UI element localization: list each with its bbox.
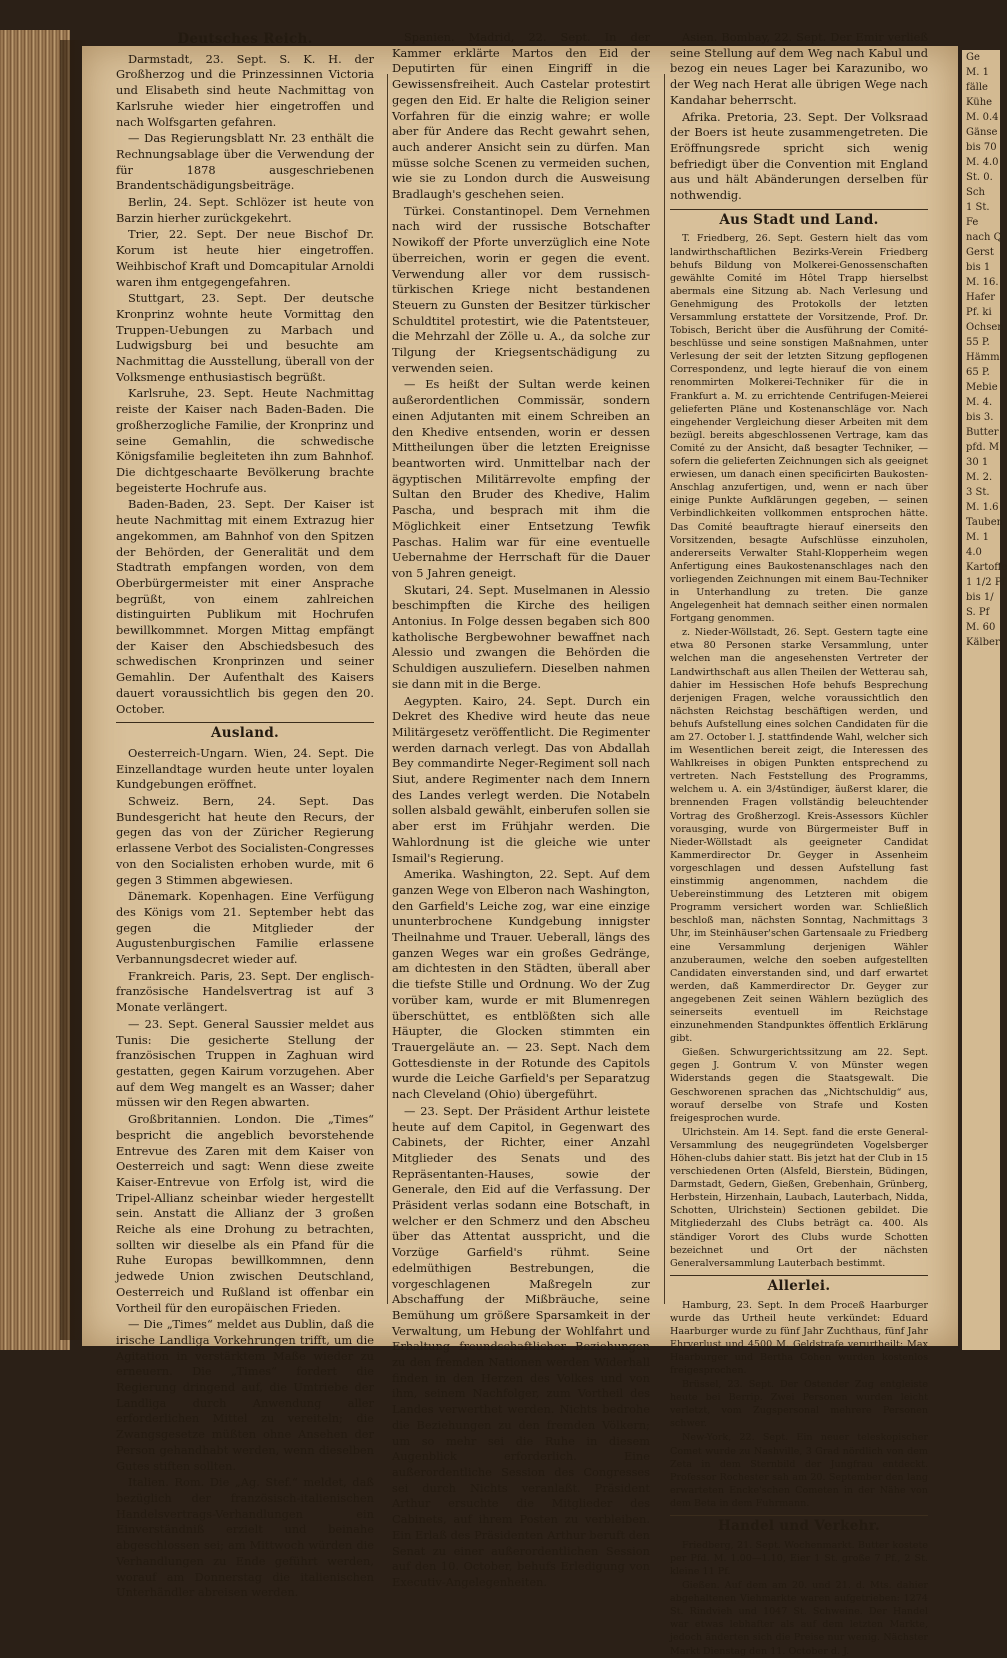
facing-page-text: M. 60	[966, 622, 996, 633]
news-item	[670, 1378, 928, 1430]
news-item	[392, 30, 650, 203]
news-item	[116, 969, 374, 1016]
section-divider	[670, 1275, 928, 1276]
news-paragraph: — Es heißt der Sultan werde keinen außerordentlichen Commissär, sondern einen Adjutanten mit einem Schreiben an den Khedive entsenden, worin er dessen Mittheilungen über die letzten Ereignisse beantworten wird. Unmittelbar nach der ägyptischen Militärrevolte empfing der Sultan den Bruder des Khedive, Halim Pascha, und besprach mit ihm die Möglichkeit einer Entsetzung Tewfik Paschas. Halim war für eine eventuelle Uebernahme der Herrschaft für die Dauer von 5 Jahren geneigt.	[392, 377, 650, 580]
facing-page-text: Mebie	[966, 382, 998, 393]
facing-page-text: bis 3.	[966, 412, 994, 423]
facing-page-text: nach Q	[966, 232, 1002, 243]
news-paragraph: Frankreich. Paris, 23. Sept. Der englisch-französische Handelsvertrag ist auf 3 Monate verlängert.	[116, 968, 374, 1015]
news-paragraph: z. Nieder-Wöllstadt, 26. Sept. Gestern tagte eine etwa 80 Personen starke Versammlung, unter welchen man die angesehensten Vertreter der Landwirthschaft aus allen Theilen der Wetterau sah, dahier im Hessischen Hofe behufs Besprechung derjenigen Fragen, welche voraussichtlich den nächsten Reichstag beschäftigen werden, und behufs Aufstellung eines solchen Candidaten für die am 27. October l. J. stattfindende Wahl, welcher sich im Wesentlichen bereit zeigt, die Interessen des Wahlkreises in obigen Punkten entsprechend zu vertreten. Nach Feststellung des Programms, welchem u. A. ein 3/4stündiger, äußerst klarer, die brennenden Fragen vollständig beleuchtender Vortrag des Großherzogl. Kreis-Assessors Küchler vorausging, wurde von Bürgermeister Buff in Nieder-Wöllstadt als geeigneter Candidat Kammerdirector Dr. Geyger in Assenheim vorgeschlagen und dessen Aufstellung fast einstimmig angenommen, nachdem die Uebereinstimmung des Letzteren mit obigem Programm versichert worden war. Schließlich beschloß man, nächsten Sonntag, Nachmittags 3 Uhr, im Steinhäuser'schen Gartensaale zu Friedberg eine Versammlung derjenigen Wähler anzuberaumen, welche den soeben aufgestellten Candidaten einverstanden sind, und darf erwartet werden, daß Kammerdirector Dr. Geyger zur angegebenen Zeit seinen Wählern bezüglich des seinerseits eventuell im Reichstage einzunehmenden Standpunktes öffentlich Erklärung gibt.	[670, 627, 928, 1045]
news-item	[116, 1475, 374, 1601]
section-heading: Aus Stadt und Land.	[719, 211, 879, 228]
news-item	[670, 1299, 928, 1378]
news-paragraph: Skutari, 24. Sept. Muselmanen in Alessio beschimpften die Kirche des heiligen Antonius. In Folge dessen begaben sich 800 katholische Bergbewohner bewaffnet nach Alessio und zwangen die Behörden die Schuldigen auszuliefern. Dieselben nahmen sie dann mit in die Berge.	[392, 582, 650, 691]
facing-page-fragment	[962, 50, 1007, 1350]
column-rule-2	[664, 74, 665, 1304]
section-heading: Handel und Verkehr.	[718, 1518, 880, 1535]
news-paragraph: Stuttgart, 23. Sept. Der deutsche Kronprinz wohnte heute Vormittag den Truppen-Uebungen zu Marbach und Ludwigsburg bei und besuchte am Nachmittag die Ausstellung, überall von der Volksmenge enthusiastisch begrüßt.	[116, 291, 374, 384]
news-paragraph: Spanien. Madrid, 22. Sept. In der Kammer erklärte Martos den Eid der Deputirten für einen Eingriff in die Gewissensfreiheit. Auch Castelar protestirt gegen den Eid. Er halte die Religion seiner Vorfahren für die einzig wahre; er wolle aber für Andere das Recht gewahrt sehen, auch anderer Ansicht sein zu dürfen. Man müsse solche Scenen zu vermeiden suchen, wie sie zu London durch die Ausweisung Bradlaugh's geschehen seien.	[392, 30, 650, 202]
section-divider	[116, 722, 374, 723]
column-rule-1	[387, 74, 388, 1304]
section-heading: Ausland.	[210, 725, 280, 742]
facing-page-text: M. 16.	[966, 277, 999, 288]
news-paragraph: Türkei. Constantinopel. Dem Vernehmen nach wird der russische Botschafter Nowikoff der Pforte unverzüglich eine Note überreichen, worin er gegen die event. Verwendung aller vor dem russisch-türkischen Kriege nicht bestandenen Steuern zu Gunsten der Besitzer türkischer Schuldtitel protestirt, wie die Patentsteuer, die Mehrzahl der Zölle u. A., da solche zur Tilgung der Kriegsentschädigung zu verwenden seien.	[392, 203, 650, 375]
column-2	[392, 30, 650, 1589]
column-1	[116, 30, 374, 1600]
news-paragraph: Darmstadt, 23. Sept. S. K. H. der Großherzog und die Prinzessinnen Victoria und Elisabeth sind heute Nachmittag von Karlsruhe wieder hier eingetroffen und nach Wolfsgarten gefahren.	[116, 51, 374, 129]
news-paragraph: Aegypten. Kairo, 24. Sept. Durch ein Dekret des Khedive wird heute das neue Militärgesetz veröffentlicht. Die Regimenter werden darnach verlegt. Das von Abdallah Bey commandirte Neger-Regiment soll nach Siut, andere Regimenter nach dem Innern des Landes verlegt werden. Die Notabeln sollen alsbald gewählt, einberufen sollen sie aber erst im Frühjahr werden. Die Wahlordnung ist die gleiche wie unter Ismail's Regierung.	[392, 693, 650, 865]
facing-page-text: M. 0.4	[966, 112, 999, 123]
news-item	[116, 1317, 374, 1474]
facing-page-text: Fe	[966, 217, 979, 228]
section-heading: Allerlei.	[767, 1277, 831, 1294]
facing-page-text: M. 1	[966, 67, 989, 78]
section-heading: Deutsches Reich.	[177, 31, 313, 47]
facing-page-text: 55 P.	[966, 337, 990, 348]
news-paragraph: Berlin, 24. Sept. Schlözer ist heute von Barzin hierher zurückgekehrt.	[116, 195, 374, 225]
news-item	[116, 1112, 374, 1316]
news-item	[392, 377, 650, 581]
news-item	[116, 497, 374, 717]
news-paragraph: Italien. Rom. Die „Ag. Stef.“ meldet, daß bezüglich der französisch-italienischen Handelsvertrags-Verhandlungen ein Einverständniß erzielt und beinahe abgeschlossen sei; am Mittwoch würden die Verhandlungen zu Ende geführt werden, worauf am Donnerstag die italienischen Unterhändler abreisen werden.	[116, 1475, 374, 1600]
news-paragraph: Karlsruhe, 23. Sept. Heute Nachmittag reiste der Kaiser nach Baden-Baden. Die großherzogliche Familie, der Kronprinz und seine Gemahlin, die schwedische Königsfamilie begleiteten ihn zum Bahnhof. Die dichtgeschaarte Bevölkerung brachte begeisterte Hochrufe aus.	[116, 386, 374, 495]
facing-page-text: 65 P.	[966, 367, 990, 378]
facing-page-text: M. 2.	[966, 472, 993, 483]
news-paragraph: — 23. Sept. General Saussier meldet aus Tunis: Die gesicherte Stellung der französischen Truppen in Zaghuan wird gestatten, gegen Kairum vorzugehen. Aber auf dem Weg mangelt es an Wasser; daher müssen wir den Regen abwarten.	[116, 1016, 374, 1110]
news-item	[670, 626, 928, 1045]
facing-page-text: 30 1	[966, 457, 989, 468]
facing-page-text: bis 70	[966, 142, 997, 153]
news-paragraph: Baden-Baden, 23. Sept. Der Kaiser ist heute Nachmittag mit einem Extrazug hier angekommen, am Bahnhof von den Spitzen der Behörden, der Generalität und dem Stadtrath empfangen worden, von dem Oberbürgermeister mit einer Ansprache begrüßt, von einem zahlreichen distinguirten Publikum mit Hochrufen bewillkommnet. Morgen Mittag empfängt der Kaiser den Abschiedsbesuch des schwedischen Kronprinzen und seiner Gemahlin. Der Aufenthalt des Kaisers dauert voraussichtlich bis gegen den 20. October.	[116, 497, 374, 716]
facing-page-text: Gerst	[966, 247, 994, 258]
news-paragraph: Großbritannien. London. Die „Times“ bespricht die angeblich bevorstehende Entrevue des Zaren mit dem Kaiser von Oesterreich und sagt: Wenn diese zweite Kaiser-Entrevue von Erfolg ist, wird die Tripel-Allianz scheinbar wieder hergestellt sein. Anstatt die Allianz der 3 großen Reiche als eine Drohung zu betrachten, sollten wir dieselbe als ein Pfand für die Ruhe Europas bewillkommnen, denn jedwede Union zwischen Deutschland, Oesterreich und Rußland ist offenbar ein Vortheil für den europäischen Frieden.	[116, 1112, 374, 1315]
news-paragraph: — 23. Sept. Der Präsident Arthur leistete heute auf dem Capitol, in Gegenwart des Cabinets, der Richter, einer Anzahl Mitglieder des Senats und des Repräsentanten-Hauses, sowie der Generale, den Eid auf die Verfassung. Der Präsident verlas sodann eine Botschaft, in welcher er den Schmerz und den Abscheu über das Attentat ausspricht, und die Vorzüge Garfield's rühmt. Seine edelmüthigen Bestrebungen, die vorgeschlagenen Maßregeln zur Abschaffung der Mißbräuche, seine Bemühung um größere Sparsamkeit in der Verwaltung, um Hebung der Wohlfahrt und Erhaltung freundschaftlicher Beziehungen zu den fremden Nationen werden Widerhall finden in den Herzen des Volkes und von ihm, seinem Nachfolger, zum Vortheil des Landes verwerthet werden. Nichts bedrohe die Beziehungen zu den fremden Völkern; um so mehr sei die Ruhe in diesem Augenblick erforderlich. Eine außerordentliche Session des Congresses sei durch Nichts veranlaßt. Präsident Arthur ersuchte die Mitglieder des Cabinets, auf ihrem Posten zu verbleiben. Ein Erlaß des Präsidenten Arthur beruft den Senat zu einer außerordentlichen Session auf den 10. October, behufs Erledigung von Executiv-Angelegenheiten.	[392, 1103, 650, 1589]
news-item	[670, 232, 928, 625]
news-paragraph: Afrika. Pretoria, 23. Sept. Der Volksraad der Boers ist heute zusammengetreten. Die Eröffnungsrede spricht sich wenig befriedigt über die Convention mit England aus und hält Abänderungen derselben für nothwendig.	[670, 109, 928, 203]
news-item	[116, 794, 374, 888]
news-item	[116, 131, 374, 194]
news-paragraph: Gießen. Schwurgerichtssitzung am 22. Sept. gegen J. Gontrum V. von Münster wegen Widerstands gegen die Staatsgewalt. Die Geschworenen sprachen das „Nichtschuldig“ aus, worauf derselbe von Strafe und Kosten freigesprochen wurde.	[670, 1047, 928, 1124]
facing-page-text: fälle	[966, 82, 988, 93]
facing-page-text: M. 1.6	[966, 502, 999, 513]
facing-page-text: pfd. M	[966, 442, 1000, 453]
news-item	[116, 227, 374, 290]
news-item	[392, 694, 650, 867]
news-item	[670, 1431, 928, 1510]
news-paragraph: Hamburg, 23. Sept. In dem Proceß Haarburger wurde das Urtheil heute verkündet: Eduard Haarburger wurde zu fünf Jahr Zuchthaus, fünf Jahr Ehrverlust und 4500 M. Geldstrafe verurtheilt; Max Haarburger und Bertha Cohen wurden kostenlos freigesprochen.	[670, 1299, 928, 1377]
news-item	[392, 583, 650, 693]
facing-page-text: bis 1	[966, 262, 991, 273]
news-paragraph: Dänemark. Kopenhagen. Eine Verfügung des Königs vom 21. September hebt das gegen die Mitglieder der Augustenburgischen Familie erlassene Verbannungsdecret wieder auf.	[116, 889, 374, 967]
facing-page-text: bis 1/	[966, 592, 994, 603]
facing-page-text: Hafer	[966, 292, 996, 303]
news-item	[116, 746, 374, 793]
facing-page-text: 1 1/2 Pf	[966, 577, 1006, 588]
facing-page-text: Gänse	[966, 127, 998, 138]
facing-page-text: Ochsen	[966, 322, 1004, 333]
column-3	[670, 30, 928, 1657]
news-item	[392, 867, 650, 1103]
facing-page-text: S. Pf	[966, 607, 990, 618]
news-item	[116, 52, 374, 131]
facing-page-text: St. 0.	[966, 172, 993, 183]
news-paragraph: Oesterreich-Ungarn. Wien, 24. Sept. Die Einzellandtage wurden heute unter loyalen Kundgebungen eröffnet.	[116, 745, 374, 792]
news-paragraph: Friedberg, 21. Sept. Wochenmarkt. Butter kostete per Pfd. M. 1.00—1.10, Eier 1 St. große 7 Pf., 2 St. kleine 11 Pf.	[670, 1539, 928, 1577]
section-divider	[670, 1515, 928, 1516]
news-paragraph: T. Friedberg, 26. Sept. Gestern hielt das vom landwirthschaftlichen Bezirks-Verein Friedberg behufs Bildung von Molkerei-Genossenschaften gewählte Comité im Hôtel Trapp hierselbst abermals eine Sitzung ab. Nach Verlesung und Genehmigung des Protokolls der letzten Versammlung erstattete der Vorsitzende, Prof. Dr. Tobisch, Bericht über die Ausführung der Comité-beschlüsse und seine sonstigen Maßnahmen, unter Verlesung der seit der letzten Sitzung gepflogenen Correspondenz, und legte hierauf die von einem renommirten Molkerei-Techniker für die in Frankfurt a. M. zu errichtende Centrifugen-Meierei gelieferten Pläne und Kostenanschläge vor. Nach eingehender Vergleichung dieser Arbeiten mit dem bezügl. bereits abgeschlossenen Vertrage, kam das Comité zu der Ansicht, daß besagter Techniker, — sofern die gelieferten Zeichnungen sich als geeignet erwiesen, um danach einen specificirten Baukosten-Anschlag anzufertigen, und, wenn er nach über einige Punkte Aufklärungen gegeben, — seinen Verbindlichkeiten vollkommen entsprochen hätte. Das Comité beauftragte hierauf einerseits den Vorsitzenden, besagte Aufschlüsse einzuholen, andererseits Verwalter Stahl-Klopperheim wegen Anfertigung eines Baukostenanschlages nach den vorliegenden Zeichnungen mit einem Bau-Techniker in Unterhandlung zu treten. Die ganze Angelegenheit hat demnach seither einen normalen Fortgang genommen.	[670, 233, 928, 625]
news-item	[670, 1126, 928, 1270]
news-item	[392, 204, 650, 377]
news-item	[670, 110, 928, 204]
facing-page-text: Sch	[966, 187, 985, 198]
news-paragraph: Brüssel, 23. Sept. Der Ostender Zug entgleiste heute bei Berrip. Zwei Personen wurden leicht verletzt, vom Zugspersonal mehrere Personen schwer.	[670, 1379, 928, 1430]
facing-page-text: 1 St.	[966, 202, 990, 213]
section-divider	[670, 209, 928, 210]
facing-page-text: M. 4.	[966, 397, 993, 408]
news-paragraph: Gießen. Auf dem am 20. und 21. d. Mts. dahier abgehaltenen Viehmarkte waren aufgetrieben: 1274 St. Rindvieh und 1047 St. Schweine. Der Handel war etwas lebhafter als auf dem letzten Markte, jedoch änderten sich die Preise nur wenig. Nächster Markt Dienstag den 11. October d. J.	[670, 1580, 928, 1657]
news-item	[670, 1579, 928, 1658]
facing-page-text: Kartoffe	[966, 562, 1007, 573]
facing-page-text: M. 4.0	[966, 157, 999, 168]
facing-page-text: M. 1	[966, 532, 989, 543]
news-item	[670, 1046, 928, 1125]
news-paragraph: Amerika. Washington, 22. Sept. Auf dem ganzen Wege von Elberon nach Washington, den Garfield's Leiche zog, war eine einzige ununterbrochene Kundgebung innigster Theilnahme und Trauer. Ueberall, längs des ganzen Weges war ein großes Gedränge, am dichtesten in den Städten, überall aber die tiefste Stille und Ordnung. Wo der Zug vorüber kam, wurde er mit Blumenregen überschüttet, es entblößten sich alle Häupter, die Glocken stimmten ein Trauergeläute an. — 23. Sept. Nach dem Gottesdienste in der Rotunde des Capitols wurde die Leiche Garfield's per Separatzug nach Cleveland (Ohio) übergeführt.	[392, 867, 650, 1102]
facing-page-text: Kühe	[966, 97, 993, 108]
news-item	[670, 30, 928, 109]
news-item	[116, 291, 374, 385]
news-paragraph: Ulrichstein. Am 14. Sept. fand die erste General-Versammlung des neugegründeten Vogelsberger Höhen-clubs dahier statt. Bis jetzt hat der Club in 15 verschiedenen Orten (Alsfeld, Bierstein, Büdingen, Darmstadt, Gedern, Gießen, Grebenhain, Grünberg, Herbstein, Hirzenhain, Laubach, Lauterbach, Nidda, Schotten, Ulrichstein) Sectionen gebildet. Die Mitgliederzahl des Clubs beträgt ca. 400. Als ständiger Vorort des Clubs wurde Schotten bezeichnet und Ort der nächsten Generalversammlung Lauterbach bestimmt.	[670, 1126, 928, 1269]
facing-page-text: Kälber	[966, 637, 1000, 648]
news-paragraph: New-York, 22. Sept. Ein neuer teleskopischer Comet wurde zu Nashville, 3 Grad nördlich von dem Zeta in dem Sternbild der Jungfrau entdeckt. Professor Rochester sah am 20. September den lang erwarteten Encke'schen Cometen in der Nähe von dem Beta in dem Fuhrmann.	[670, 1432, 928, 1509]
news-item	[392, 1104, 650, 1591]
news-paragraph: — Das Regierungsblatt Nr. 23 enthält die Rechnungsablage über die Verwendung der für 1878 ausgeschriebenen Brandentschädigungsbeiträge.	[116, 131, 374, 193]
facing-page-text: Pf. ki	[966, 307, 992, 318]
news-item	[116, 386, 374, 496]
news-paragraph: Schweiz. Bern, 24. Sept. Das Bundesgericht hat heute den Recurs, der gegen das von der Züricher Regierung erlassene Verbot des Socialisten-Congresses von den Socialisten erhoben wurde, mit 6 gegen 3 Stimmen abgewiesen.	[116, 794, 374, 887]
facing-page-text: Ge	[966, 52, 980, 63]
facing-page-text: 3 St.	[966, 487, 990, 498]
news-item	[116, 195, 374, 226]
news-item	[116, 889, 374, 968]
news-paragraph: — Die „Times“ meldet aus Dublin, daß die irische Landliga Vorkehrungen trifft, um die Agitation in verstärktem Maße wieder zu erneuern. Die „Times“ fordert die Regierung dringend auf, die Umtriebe der Landliga durch Anwendung aller erforderlichen Mittel zu vereiteln; die Zwangsgesetze müßten ohne Ansehen der Person gehandhabt werden, wenn dieselben Gutes stiften sollten.	[116, 1317, 374, 1473]
facing-page-text: Hämm	[966, 352, 1000, 363]
news-item	[670, 1539, 928, 1578]
facing-page-text: Butter	[966, 427, 999, 438]
facing-page-text: 4.0	[966, 547, 982, 558]
news-paragraph: Trier, 22. Sept. Der neue Bischof Dr. Korum ist heute hier eingetroffen. Weihbischof Kraft und Domcapitular Arnoldi waren ihm entgegengefahren.	[116, 227, 374, 289]
facing-page-text: Tauben	[966, 517, 1004, 528]
news-paragraph: Asien. Bombay, 22. Sept. Der Emir verließ seine Stellung auf dem Weg nach Kabul und bezog ein neues Lager bei Karazunibo, wo der Weg nach Herat alle übrigen Wege nach Kandahar beherrscht.	[670, 30, 928, 107]
news-item	[116, 1017, 374, 1111]
